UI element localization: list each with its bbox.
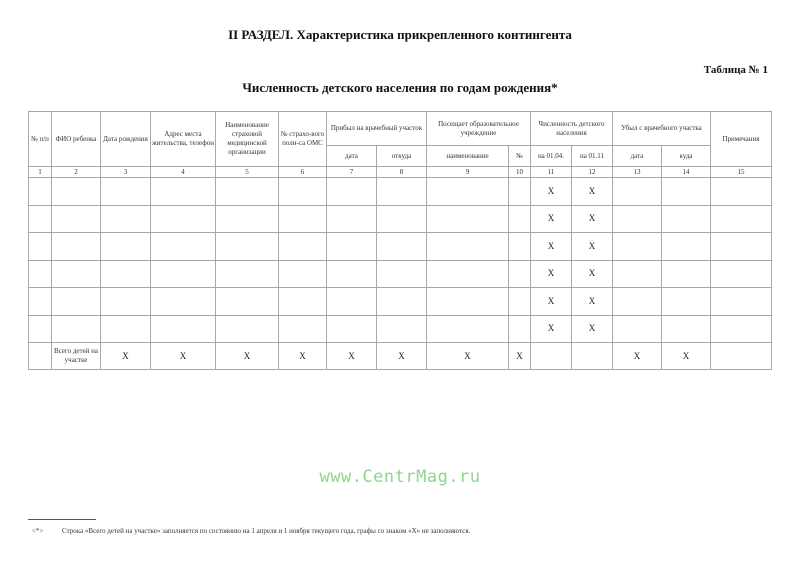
table-number: Таблица № 1 (703, 64, 768, 76)
table-cell[interactable] (613, 233, 662, 261)
table-cell[interactable] (279, 233, 327, 261)
table-cell[interactable] (662, 205, 711, 233)
table-cell[interactable] (216, 233, 279, 261)
population-table (28, 111, 772, 370)
table-cell[interactable] (101, 260, 151, 288)
header-population-0104: на 01.04. (531, 146, 572, 167)
footnote-divider (28, 519, 96, 520)
table-cell: X (572, 233, 613, 261)
header-row-1 (29, 112, 772, 146)
table-cell[interactable] (427, 260, 509, 288)
table-cell: X (572, 205, 613, 233)
column-number: 6 (279, 167, 327, 178)
table-cell: X (216, 343, 279, 370)
table-cell: X (427, 343, 509, 370)
column-number: 14 (662, 167, 711, 178)
table-cell[interactable] (216, 205, 279, 233)
table-cell[interactable] (327, 233, 377, 261)
column-number: 13 (613, 167, 662, 178)
table-cell[interactable] (531, 343, 572, 370)
table-cell[interactable] (509, 178, 531, 206)
table-cell[interactable] (509, 205, 531, 233)
table-cell: X (151, 343, 216, 370)
column-number: 12 (572, 167, 613, 178)
table-cell[interactable] (52, 288, 101, 316)
table-cell[interactable] (101, 205, 151, 233)
table-cell[interactable] (327, 260, 377, 288)
table-cell[interactable] (151, 205, 216, 233)
footnote-mark: <*> (32, 527, 44, 535)
table-cell[interactable] (216, 260, 279, 288)
table-cell[interactable] (327, 288, 377, 316)
table-cell[interactable] (427, 315, 509, 343)
column-number: 2 (52, 167, 101, 178)
table-row (29, 260, 772, 288)
table-cell[interactable] (29, 343, 52, 370)
table-row (29, 178, 772, 206)
watermark: www.CentrMag.ru (319, 467, 481, 487)
table-cell[interactable] (216, 315, 279, 343)
table-cell[interactable] (427, 233, 509, 261)
table-cell[interactable] (377, 288, 427, 316)
table-cell[interactable] (711, 178, 772, 206)
header-group-school: Посещает образовательное учреждение (427, 112, 531, 146)
table-cell[interactable] (377, 178, 427, 206)
table-cell[interactable] (279, 315, 327, 343)
table-cell[interactable] (613, 315, 662, 343)
column-number: 15 (711, 167, 772, 178)
table-cell[interactable] (52, 205, 101, 233)
table-title: Численность детского населения по годам рождения* (242, 80, 558, 95)
header-group-arrived: Прибыл на врачебный участок (327, 112, 427, 146)
table-cell[interactable] (662, 288, 711, 316)
table-cell[interactable] (509, 260, 531, 288)
table-cell: X (377, 343, 427, 370)
table-cell[interactable] (509, 233, 531, 261)
table-cell[interactable] (613, 260, 662, 288)
table-cell[interactable] (509, 288, 531, 316)
table-cell[interactable] (427, 205, 509, 233)
section-title: II РАЗДЕЛ. Характеристика прикрепленного контингента (228, 27, 572, 42)
table-cell[interactable] (427, 178, 509, 206)
table-cell[interactable] (29, 288, 52, 316)
table-cell[interactable] (662, 260, 711, 288)
header-left-date: дата (613, 146, 662, 167)
table-cell[interactable] (662, 178, 711, 206)
table-cell[interactable] (711, 343, 772, 370)
header-school-name: наименование (427, 146, 509, 167)
table-cell[interactable] (377, 205, 427, 233)
table-cell[interactable] (711, 260, 772, 288)
table-cell: X (572, 178, 613, 206)
header-notes: Примечания (711, 112, 772, 167)
table-cell: X (531, 205, 572, 233)
table-cell[interactable] (101, 288, 151, 316)
table-cell[interactable] (662, 233, 711, 261)
header-child-name: ФИО ребенка (52, 112, 101, 167)
table-cell[interactable] (151, 260, 216, 288)
footnote-text: Строка «Всего детей на участке» заполняется по состоянию на 1 апреля и 1 ноября текущего года, графы со знаком «X» не заполняются. (62, 527, 471, 535)
table-cell[interactable] (711, 288, 772, 316)
table-cell: X (101, 343, 151, 370)
table-cell[interactable] (711, 205, 772, 233)
table-cell: X (572, 260, 613, 288)
table-cell: X (279, 343, 327, 370)
table-cell: X (327, 343, 377, 370)
table-cell[interactable] (279, 178, 327, 206)
header-group-population: Численность детского населения (531, 112, 613, 146)
table-cell[interactable] (279, 260, 327, 288)
header-num: № п/п (29, 112, 52, 167)
header-insurance-org: Наименование страховой медицинской организации (216, 112, 279, 167)
column-number: 5 (216, 167, 279, 178)
table-cell[interactable] (29, 233, 52, 261)
table-cell: X (613, 343, 662, 370)
table-cell[interactable] (29, 178, 52, 206)
table-cell[interactable] (279, 288, 327, 316)
table-cell[interactable] (377, 233, 427, 261)
column-number: 4 (151, 167, 216, 178)
column-number: 7 (327, 167, 377, 178)
total-row (29, 343, 772, 370)
table-cell[interactable] (377, 315, 427, 343)
header-address: Адрес места жительства, телефон (151, 112, 216, 167)
table-cell[interactable] (52, 315, 101, 343)
table-cell[interactable] (711, 315, 772, 343)
column-number: 1 (29, 167, 52, 178)
table-cell[interactable] (377, 260, 427, 288)
table-cell[interactable] (216, 288, 279, 316)
header-arrived-from: откуда (377, 146, 427, 167)
table-cell[interactable] (101, 178, 151, 206)
table-row (29, 233, 772, 261)
table-cell: X (572, 315, 613, 343)
table-cell[interactable] (613, 178, 662, 206)
table-cell[interactable] (52, 233, 101, 261)
table-row (29, 288, 772, 316)
table-cell[interactable] (509, 315, 531, 343)
header-group-left: Убыл с врачебного участка (613, 112, 711, 146)
table-cell[interactable] (572, 343, 613, 370)
table-cell[interactable] (327, 178, 377, 206)
table-cell[interactable] (327, 205, 377, 233)
table-cell: X (509, 343, 531, 370)
column-number: 10 (509, 167, 531, 178)
table-cell[interactable] (427, 288, 509, 316)
header-population-0111: на 01.11 (572, 146, 613, 167)
table-cell[interactable] (151, 288, 216, 316)
table-cell: X (662, 343, 711, 370)
table-cell: X (572, 288, 613, 316)
column-number: 11 (531, 167, 572, 178)
table-cell[interactable] (613, 288, 662, 316)
table-cell[interactable] (327, 315, 377, 343)
header-school-number: № (509, 146, 531, 167)
header-birth-date: Дата рождения (101, 112, 151, 167)
column-number-row (29, 167, 772, 178)
table-cell[interactable] (662, 315, 711, 343)
table-cell: X (531, 288, 572, 316)
table-row (29, 205, 772, 233)
table-cell[interactable] (101, 233, 151, 261)
header-policy-number: № страхо-вого поли-са ОМС (279, 112, 327, 167)
table-cell[interactable] (151, 178, 216, 206)
table-cell[interactable] (52, 260, 101, 288)
table-row (29, 315, 772, 343)
table-cell[interactable] (711, 233, 772, 261)
table-cell: X (531, 260, 572, 288)
table-cell: X (531, 178, 572, 206)
table-cell[interactable] (52, 178, 101, 206)
table-cell[interactable] (279, 205, 327, 233)
table-cell[interactable] (151, 315, 216, 343)
total-label: Всего детей на участке (52, 343, 101, 370)
table-body (29, 178, 772, 343)
table-cell[interactable] (151, 233, 216, 261)
column-number: 9 (427, 167, 509, 178)
header-left-where: куда (662, 146, 711, 167)
table-cell[interactable] (216, 178, 279, 206)
table-cell[interactable] (29, 205, 52, 233)
column-number: 8 (377, 167, 427, 178)
table-cell[interactable] (29, 260, 52, 288)
column-number: 3 (101, 167, 151, 178)
table-cell: X (531, 233, 572, 261)
table-cell: X (531, 315, 572, 343)
table-cell[interactable] (29, 315, 52, 343)
table-cell[interactable] (101, 315, 151, 343)
header-arrived-date: дата (327, 146, 377, 167)
table-cell[interactable] (613, 205, 662, 233)
